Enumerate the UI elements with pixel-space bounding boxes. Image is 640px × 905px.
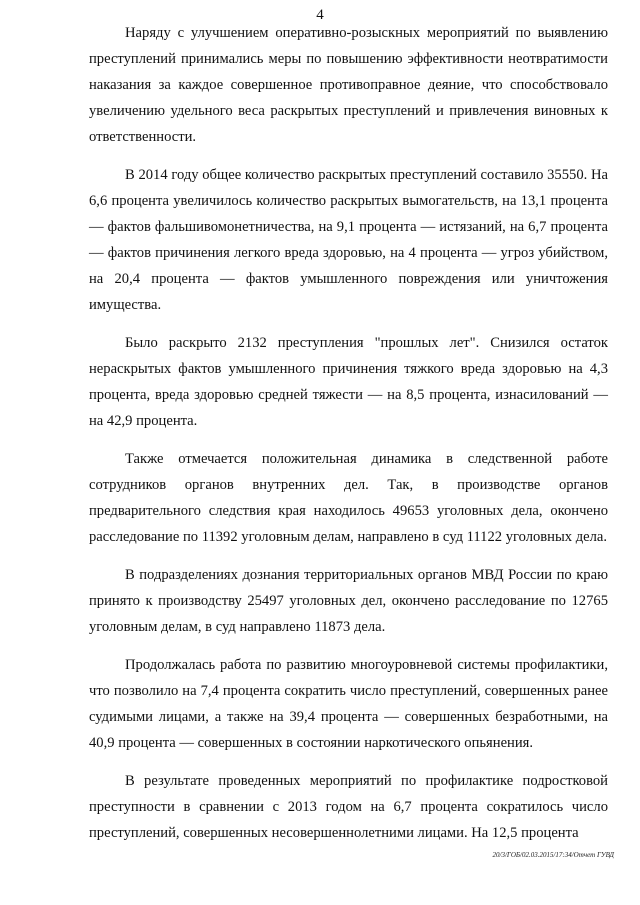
paragraph-investigation-measures: Наряду с улучшением оперативно-розыскных мероприятий по выявлению преступлений принимались меры по повышению эффективности неотвратимости наказания за каждое совершенное противоправное деяние, что способствовало увеличению удельного веса раскрытых преступлений и привлечения виновных к ответственности. (89, 25, 608, 145)
page-number: 4 (316, 7, 324, 23)
paragraph-investigative-work: Также отмечается положительная динамика в следственной работе сотрудников органов внутренних дел. Так, в производстве органов предварительного следствия края находилось 49653 уголовных дела, окончено расследование по 11392 уголовным делам, направлено в суд 11122 уголовных дела. (89, 451, 608, 545)
paragraph-past-years-crimes: Было раскрыто 2132 преступления "прошлых лет". Снизился остаток нераскрытых фактов умышленного причинения тяжкого вреда здоровью на 4,3 процента, вреда здоровью средней тяжести — на 8,5 процента, изнасилований — на 42,9 процента. (89, 335, 608, 429)
paragraph-juvenile-crime: В результате проведенных мероприятий по профилактике подростковой преступности в сравнении с 2013 годом на 6,7 процента сократилось число преступлений, совершенных несовершеннолетними лицами. На 12,5 процента (89, 773, 608, 841)
paragraph-solved-crimes-2014: В 2014 году общее количество раскрытых преступлений составило 35550. На 6,6 процента увеличилось количество раскрытых вымогательств, на 13,1 процента — фактов фальшивомонетничества, на 9,1 процента — истязаний, на 6,7 процента — фактов причинения легкого вреда здоровью, на 4 процента — угроз убийством, на 20,4 процента — фактов умышленного повреждения или уничтожения имущества. (89, 167, 608, 313)
paragraph-inquiry-units: В подразделениях дознания территориальных органов МВД России по краю принято к производству 25497 уголовных дел, окончено расследование по 12765 уголовным делам, в суд направлено 11873 дела. (89, 567, 608, 635)
paragraph-prevention-system: Продолжалась работа по развитию многоуровневой системы профилактики, что позволило на 7,4 процента сократить число преступлений, совершенных ранее судимыми лицами, а также на 39,4 процента — совершенных безработными, на 40,9 процента — совершенных в состоянии наркотического опьянения. (89, 657, 608, 751)
document-body (89, 20, 608, 846)
footer-stamp: 20/3/ГОБ/02.03.2015/17:34/Отчет ГУВД (492, 851, 614, 859)
